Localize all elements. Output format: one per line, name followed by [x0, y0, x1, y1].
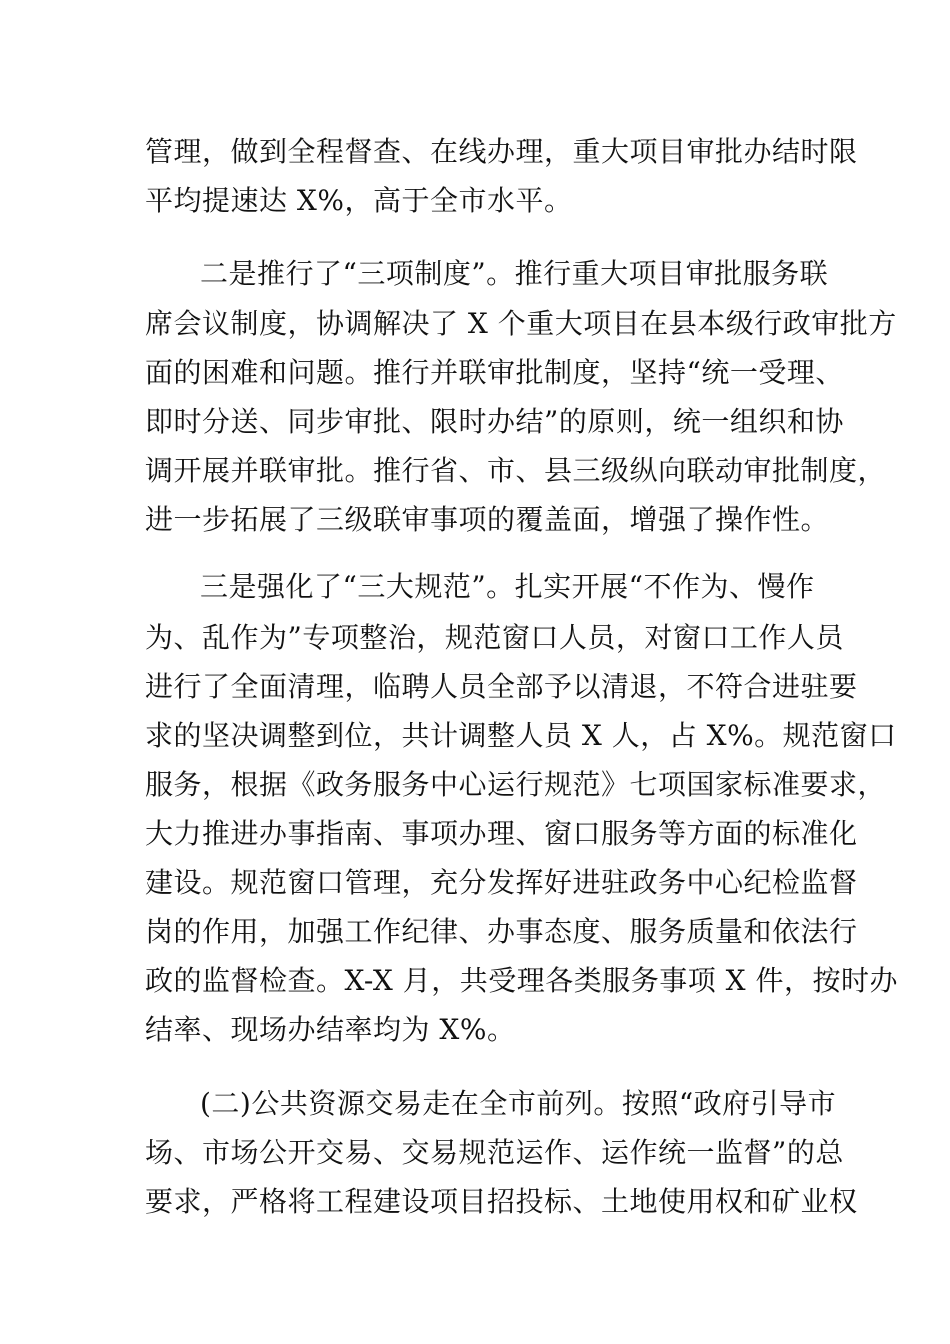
text-line: 服务，根据《政务服务中心运行规范》七项国家标准要求， — [145, 768, 887, 801]
paragraph-start-line: (二)公共资源交易走在全市前列。按照“政府引导市 — [200, 1087, 837, 1120]
text-line: 为、乱作为”专项整治，规范窗口人员，对窗口工作人员 — [145, 621, 844, 654]
text-line: 大力推进办事指南、事项办理、窗口服务等方面的标准化 — [145, 817, 858, 850]
text-line: 平均提速达 X%，高于全市水平。 — [145, 184, 573, 217]
text-line: 岗的作用，加强工作纪律、办事态度、服务质量和依法行 — [145, 915, 858, 948]
text-line: 求的坚决调整到位，共计调整人员 X 人，占 X%。规范窗口 — [145, 719, 897, 752]
text-line: 席会议制度，协调解决了 X 个重大项目在县本级行政审批方 — [145, 307, 897, 340]
text-line: 调开展并联审批。推行省、市、县三级纵向联动审批制度， — [145, 454, 887, 487]
text-line: 要求，严格将工程建设项目招投标、土地使用权和矿业权 — [145, 1185, 858, 1218]
text-line: 面的困难和问题。推行并联审批制度，坚持“统一受理、 — [145, 356, 844, 389]
text-line: 管理，做到全程督查、在线办理，重大项目审批办结时限 — [145, 135, 858, 168]
paragraph-start-line: 三是强化了“三大规范”。扎实开展“不作为、慢作 — [200, 570, 815, 603]
text-line: 进一步拓展了三级联审事项的覆盖面，增强了操作性。 — [145, 503, 830, 536]
text-line: 建设。规范窗口管理，充分发挥好进驻政务中心纪检监督 — [145, 866, 858, 899]
text-line: 场、市场公开交易、交易规范运作、运作统一监督”的总 — [145, 1136, 844, 1169]
text-line: 结率、现场办结率均为 X%。 — [145, 1013, 516, 1046]
paragraph-start-line: 二是推行了“三项制度”。推行重大项目审批服务联 — [200, 257, 829, 290]
text-line: 即时分送、同步审批、限时办结”的原则，统一组织和协 — [145, 405, 844, 438]
text-line: 政的监督检查。X-X 月，共受理各类服务事项 X 件，按时办 — [145, 964, 898, 997]
text-line: 进行了全面清理，临聘人员全部予以清退，不符合进驻要 — [145, 670, 858, 703]
